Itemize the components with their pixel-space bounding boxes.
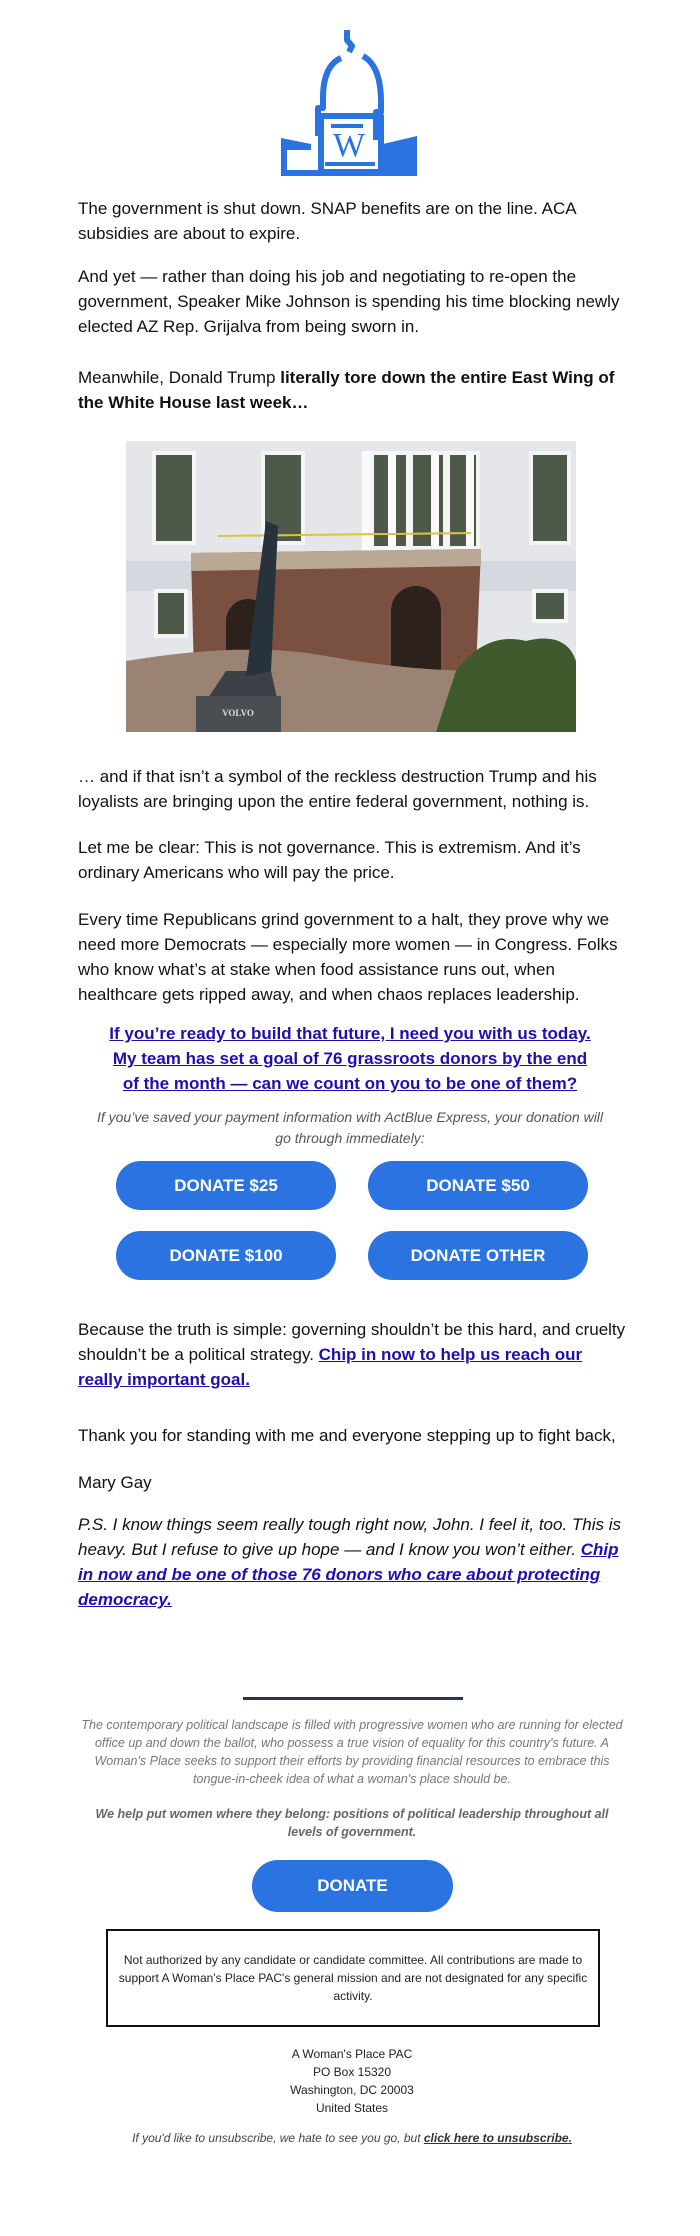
text: If you'd like to unsubscribe, we hate to see you go, but	[132, 2131, 424, 2145]
text: Because the truth is simple: governing shouldn’t be this hard, and cruelty shouldn’t be a political strategy.	[78, 1320, 626, 1364]
logo	[281, 26, 421, 176]
signature: Mary Gay	[78, 1473, 152, 1492]
donate-other-button[interactable]: DONATE OTHER	[368, 1231, 588, 1280]
footer-divider	[243, 1697, 463, 1700]
chip-in-link[interactable]: Chip in now to help us reach our really important goal.	[78, 1345, 583, 1389]
donate-100-button[interactable]: DONATE $100	[116, 1231, 336, 1280]
paragraph-johnson: And yet — rather than doing his job and negotiating to re-open the government, Speaker Mike Johnson is spending his time blocking newly elected AZ Rep. Grijalva from being sworn in.	[78, 267, 620, 336]
excavator-brand: VOLVO	[222, 708, 254, 718]
paragraph-truth	[78, 1317, 626, 1392]
unsubscribe-note	[78, 2131, 626, 2145]
address-line: A Woman's Place PAC	[291, 2047, 413, 2061]
disclaimer-text: Not authorized by any candidate or candidate committee. All contributions are made to support A Woman's Place PAC's general mission and are not designated for any specific activity.	[118, 1953, 588, 2003]
paragraph-trump	[78, 365, 626, 415]
unsubscribe-link[interactable]: click here to unsubscribe.	[423, 2131, 572, 2145]
footer-donate-button[interactable]: DONATE	[252, 1860, 453, 1912]
mailing-address	[78, 2045, 626, 2117]
paragraph-symbol: … and if that isn’t a symbol of the reckless destruction Trump and his loyalists are bringing upon the entire federal government, nothing is.	[78, 767, 597, 811]
cta-link[interactable]: If you’re ready to build that future, I need you with us today. My team has set a goal of 76 grassroots donors by the end of the month — can we count on you to be one of them?	[109, 1024, 591, 1093]
postscript	[78, 1512, 626, 1612]
text: Meanwhile, Donald Trump	[78, 368, 281, 387]
bold-text: literally tore down the entire East Wing of the White House last week…	[78, 368, 615, 412]
east-wing-demolition-photo	[126, 441, 576, 732]
logo-letter: W	[332, 127, 366, 164]
paragraph-intro: The government is shut down. SNAP benefits are on the line. ACA subsidies are about to expire.	[78, 199, 576, 243]
address-line: Washington, DC 20003	[290, 2083, 414, 2097]
footer-tagline: We help put women where they belong: positions of political leadership throughout all levels of government.	[95, 1807, 609, 1839]
paragraph-democrats: Every time Republicans grind government to a halt, they prove why we need more Democrats — especially more women — in Congress. Folks who know what’s at stake when food assistance runs out, when healthcare gets ripped away, and when chaos replaces leadership.	[78, 910, 618, 1004]
text: P.S. I know things seem really tough right now, John. I feel it, too. This is heavy. But I refuse to give up hope — and I know you won’t either.	[78, 1515, 622, 1559]
donate-50-button[interactable]: DONATE $50	[368, 1161, 588, 1210]
actblue-express-note: If you’ve saved your payment information with ActBlue Express, your donation will go through immediately:	[96, 1109, 604, 1146]
paragraph-extremism: Let me be clear: This is not governance. This is extremism. And it’s ordinary Americans who will pay the price.	[78, 838, 581, 882]
address-line: United States	[315, 2101, 389, 2115]
paragraph-thanks: Thank you for standing with me and everyone stepping up to fight back,	[78, 1426, 616, 1445]
disclaimer-box	[106, 1929, 600, 2027]
donate-25-button[interactable]: DONATE $25	[116, 1161, 336, 1210]
footer-about: The contemporary political landscape is filled with progressive women who are running for elected office up and down the ballot, who possess a true vision of equality for this country's future. A Woman's Place seeks to support their efforts by providing financial resources to embrace this tongue-in-cheek idea of what a woman's place should be.	[81, 1718, 623, 1786]
ps-chip-in-link[interactable]: Chip in now and be one of those 76 donors who care about protecting democracy.	[78, 1540, 619, 1609]
address-line: PO Box 15320	[312, 2065, 392, 2079]
